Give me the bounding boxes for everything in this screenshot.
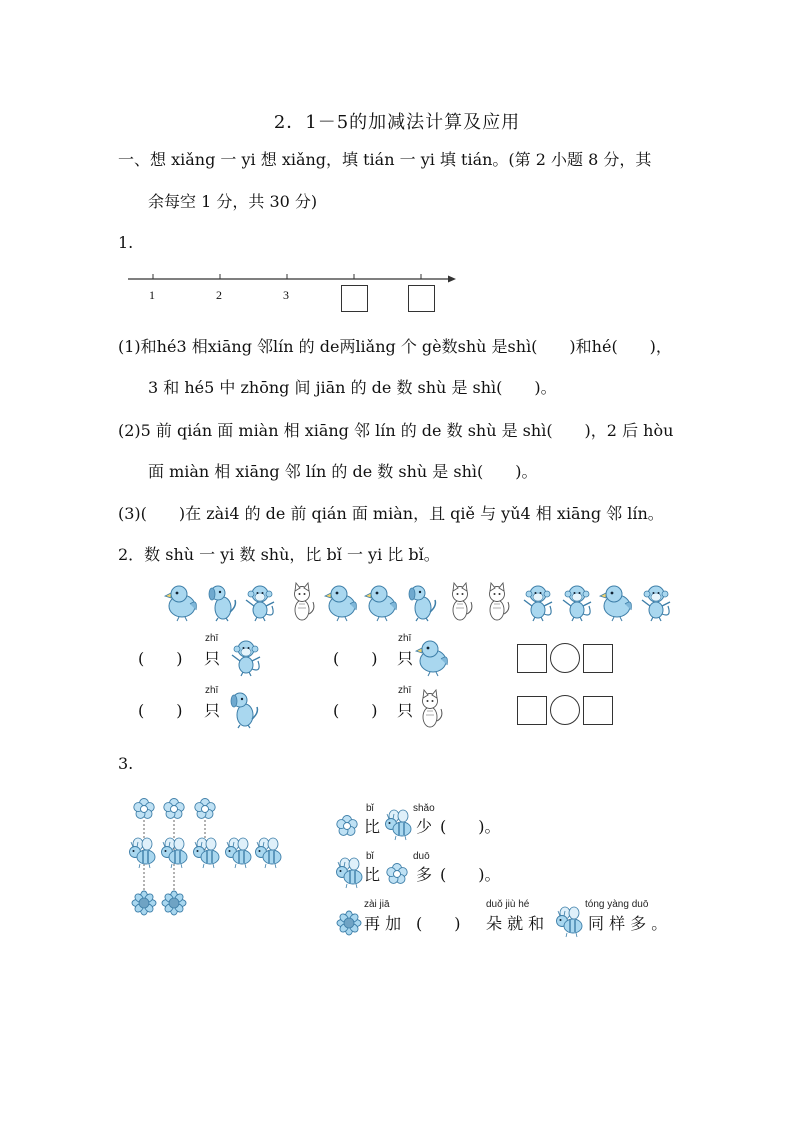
q1-part2-line1: (2)5 前 qián 面 miàn 相 xiāng 邻 lín 的 de 数 shù 是 shì( )，2 后 hòu [118,421,674,440]
q1-part2-line2: 面 miàn 相 xiāng 邻 lín 的 de 数 shù 是 shì( )。 [148,462,538,481]
section1-heading-line1: 一、想 xiǎng 一 yi 想 xiǎng，填 tián 一 yi 填 tián。(第 2 小题 8 分，其 [118,150,652,169]
word-shao: 少 [416,817,433,836]
tick-label-1: 1 [149,288,155,302]
word-duo: 多 [416,865,433,884]
count-blank-bird[interactable]: ( ) [333,649,378,668]
word-bi-2: 比 [364,865,381,884]
q1-part1-line1: (1)和hé3 相xiāng 邻lín 的 de两liǎng 个 gè数shù 是shì( )和hé( )， [118,337,672,356]
count-blank-dog[interactable]: ( ) [138,701,183,720]
tick-label-3: 3 [283,288,289,302]
unit-pinyin: zhī [205,685,219,696]
count-blank-cat[interactable]: ( ) [333,701,378,720]
pinyin-bi-1: bǐ [366,803,374,814]
answer-blank-s2[interactable]: ( )。 [440,865,501,884]
word-zaijia: 再 加 [364,914,402,933]
pinyin-shao: shǎo [413,803,435,814]
word-tongyangduo: 同 样 多 。 [588,914,668,933]
pinyin-duo: duō [413,851,430,862]
section1-heading-line2: 余每空 1 分，共 30 分) [148,192,318,211]
unit-label: 只 [204,701,221,720]
word-bi-1: 比 [364,817,381,836]
word-duojiuhe: 朵 就 和 [486,914,545,933]
pinyin-duojiuhe: duǒ jiù hé [486,899,530,910]
page-title: 2．1－5的加减法计算及应用 [273,112,521,133]
unit-label: 只 [204,649,221,668]
q1-part3: (3)( )在 zài4 的 de 前 qián 面 miàn，且 qiě 与 yǔ4 相 xiāng 邻 lín。 [118,504,664,523]
q1-number: 1. [118,233,134,252]
pinyin-tongyangduo: tóng yàng duō [585,899,649,910]
unit-pinyin: zhī [205,633,219,644]
q1-part1-line2: 3 和 hé5 中 zhōng 间 jiān 的 de 数 shù 是 shì( )。 [148,378,557,397]
unit-label: 只 [397,649,414,668]
unit-pinyin: zhī [398,685,412,696]
pinyin-zaijia: zài jiā [364,899,390,910]
q3-number: 3. [118,754,134,773]
answer-blank-s3[interactable]: ( ) [416,914,461,933]
unit-label: 只 [397,701,414,720]
answer-blank-s1[interactable]: ( )。 [440,817,501,836]
count-blank-monkey[interactable]: ( ) [138,649,183,668]
tick-label-2: 2 [216,288,222,302]
q2-heading: 2．数 shù 一 yi 数 shù，比 bǐ 一 yi 比 bǐ。 [118,545,440,564]
unit-pinyin: zhī [398,633,412,644]
pinyin-bi-2: bǐ [366,851,374,862]
